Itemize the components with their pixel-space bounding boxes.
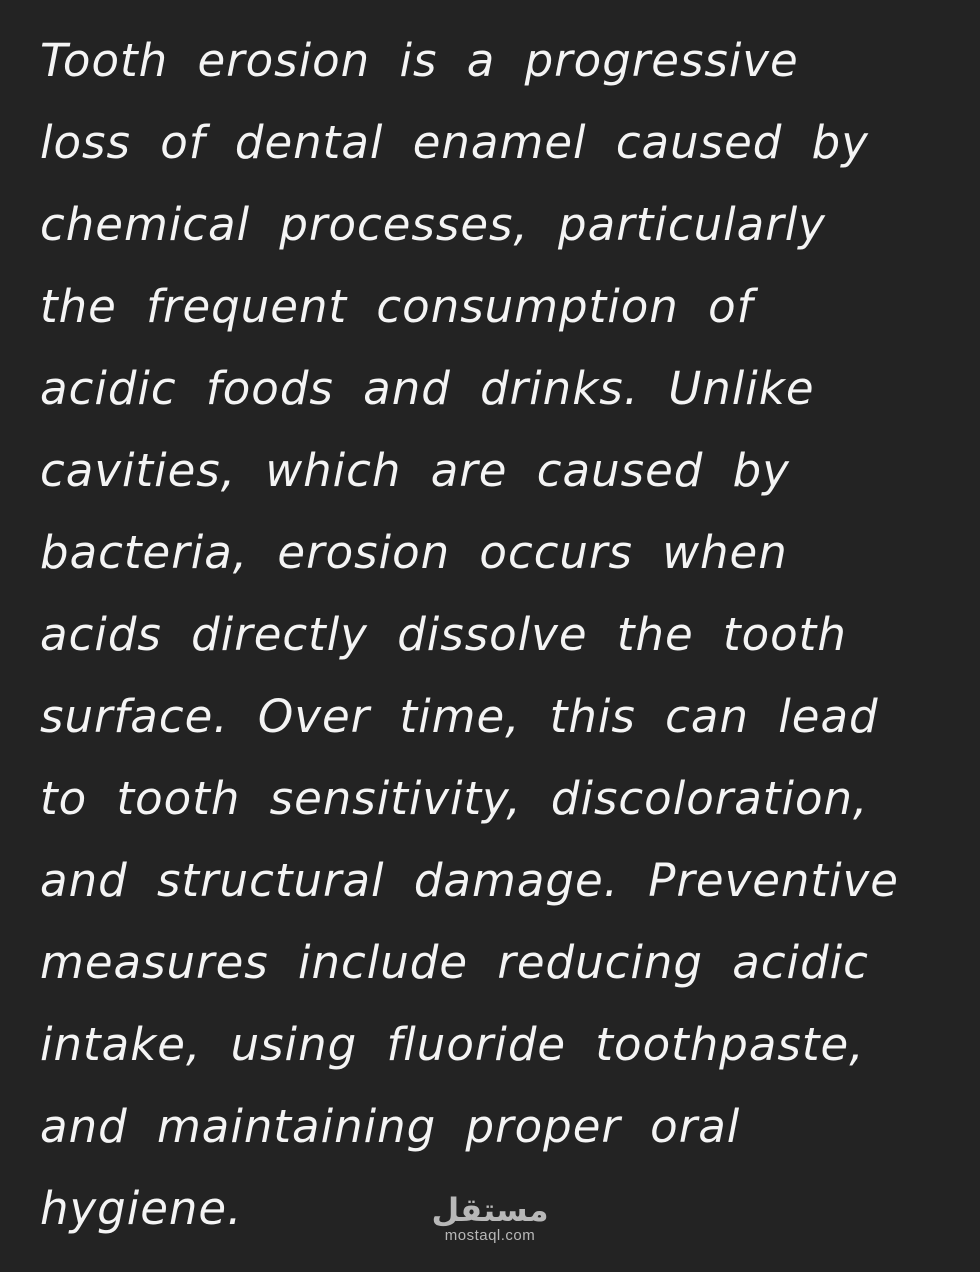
text-line: to tooth sensitivity, discoloration,: [40, 772, 869, 825]
text-line: intake, using fluoride toothpaste,: [40, 1018, 865, 1071]
watermark-site: mostaql.com: [444, 1227, 536, 1244]
text-line: measures include reducing acidic: [40, 936, 869, 989]
text-line: bacteria, erosion occurs when: [40, 526, 788, 579]
text-line: loss of dental enamel caused by: [40, 116, 869, 169]
text-line: cavities, which are caused by: [40, 444, 790, 497]
text-line: and structural damage. Preventive: [40, 854, 899, 907]
essay-paragraph: [40, 26, 940, 1256]
text-line: acids directly dissolve the tooth: [40, 608, 847, 661]
text-line: the frequent consumption of: [40, 280, 754, 333]
mostaql-watermark: [428, 1192, 552, 1244]
text-line: surface. Over time, this can lead: [40, 690, 879, 743]
text-line: and maintaining proper oral: [40, 1100, 741, 1153]
watermark-logo: مستقل: [431, 1191, 549, 1229]
text-line: Tooth erosion is a progressive: [40, 34, 799, 87]
text-line: acidic foods and drinks. Unlike: [40, 362, 815, 415]
text-line: hygiene.: [40, 1182, 243, 1235]
text-line: chemical processes, particularly: [40, 198, 826, 251]
